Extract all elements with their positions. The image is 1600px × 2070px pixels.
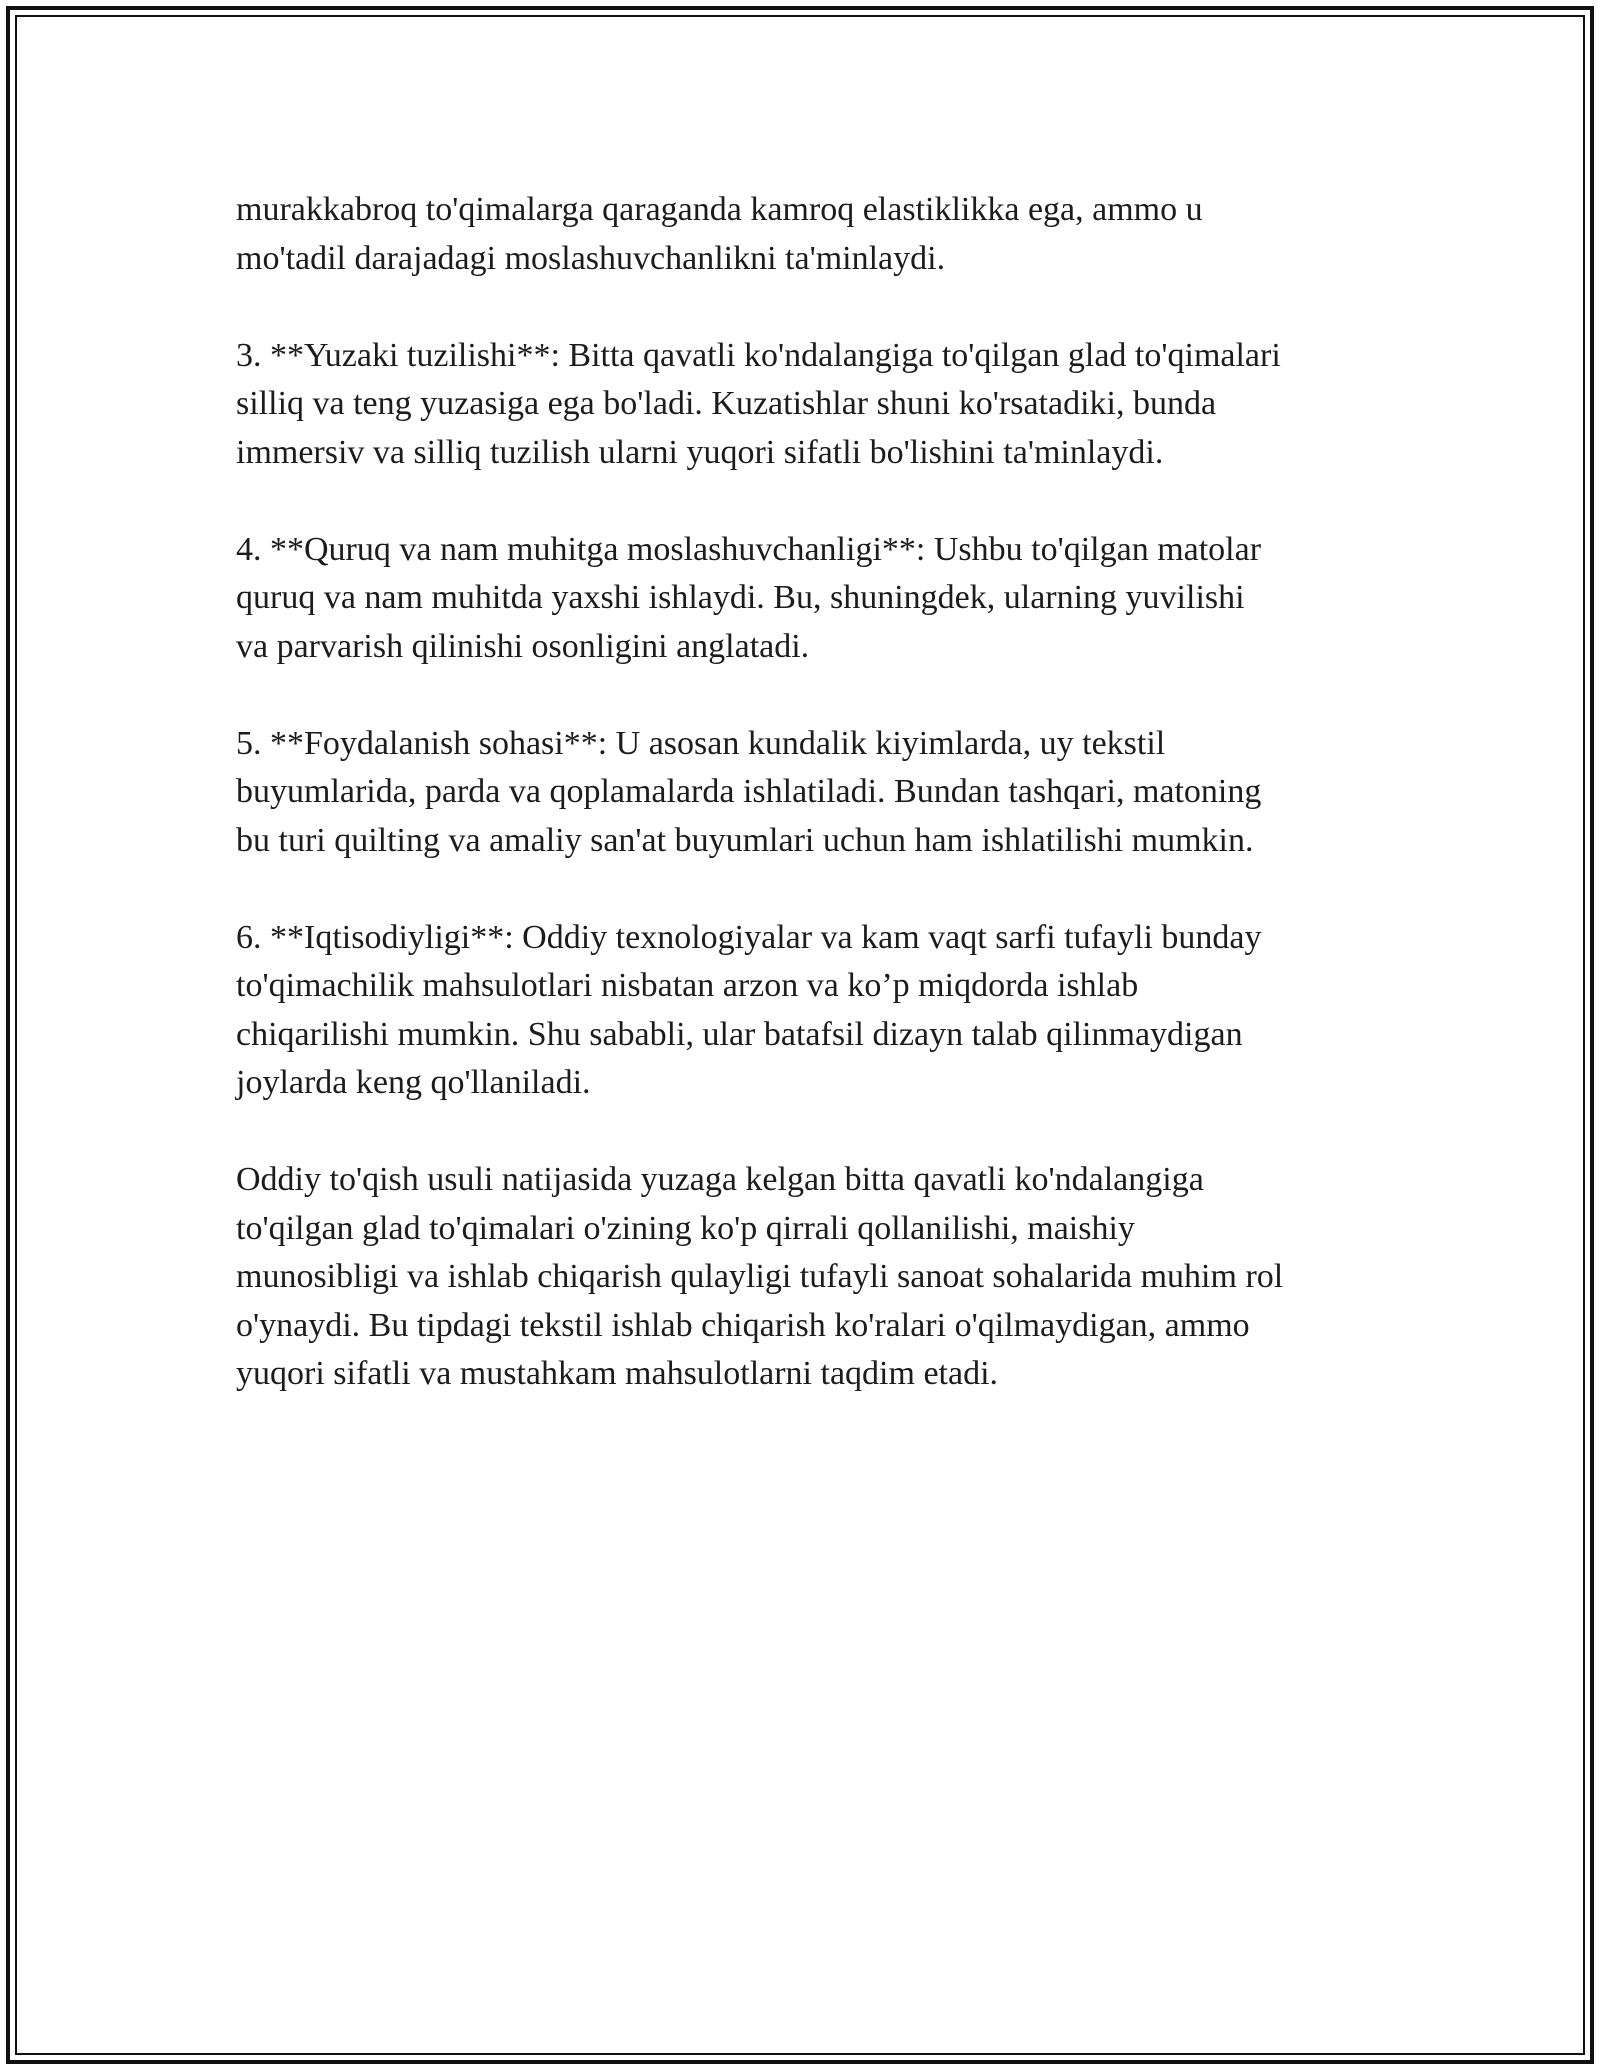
document-body xyxy=(236,186,1386,1447)
paragraph-elasticity-continuation: murakkabroq to'qimalarga qaraganda kamroq elastiklikka ega, ammo u mo'tadil darajadagi moslashuvchanlikni ta'minlaydi. xyxy=(236,191,1203,277)
paragraph-economy: 6. **Iqtisodiyligi**: Oddiy texnologiyalar va kam vaqt sarfi tufayli bunday to'qimachilik mahsulotlari nisbatan arzon va ko’p miqdorda ishlab chiqarilishi mumkin. Shu sababli, ular batafsil dizayn talab qilinmaydigan joylarda keng qo'llaniladi. xyxy=(236,918,1262,1101)
paragraph-usage-area: 5. **Foydalanish sohasi**: U asosan kundalik kiyimlarda, uy tekstil buyumlarida, parda va qoplamalarda ishlatiladi. Bundan tashqari, matoning bu turi quilting va amaliy san'at buyumlari uchun ham ishlatilishi mumkin. xyxy=(236,724,1262,859)
paragraph-dry-wet-adaptability: 4. **Quruq va nam muhitga moslashuvchanligi**: Ushbu to'qilgan matolar quruq va nam muhitda yaxshi ishlaydi. Bu, shuningdek, ularning yuvilishi va parvarish qilinishi osonligini anglatadi. xyxy=(236,530,1262,665)
paragraph-conclusion: Oddiy to'qish usuli natijasida yuzaga kelgan bitta qavatli ko'ndalangiga to'qilgan glad to'qimalari o'zining ko'p qirrali qollanilishi, maishiy munosibligi va ishlab chiqarish qulayligi tufayli sanoat sohalarida muhim rol o'ynaydi. Bu tipdagi tekstil ishlab chiqarish ko'ralari o'qilmaydigan, ammo yuqori sifatli va mustahkam mahsulotlarni taqdim etadi. xyxy=(236,1161,1284,1392)
paragraph-surface-structure: 3. **Yuzaki tuzilishi**: Bitta qavatli ko'ndalangiga to'qilgan glad to'qimalari silliq va teng yuzasiga ega bo'ladi. Kuzatishlar shuni ko'rsatadiki, bunda immersiv va silliq tuzilish ularni yuqori sifatli bo'lishini ta'minlaydi. xyxy=(236,336,1281,471)
